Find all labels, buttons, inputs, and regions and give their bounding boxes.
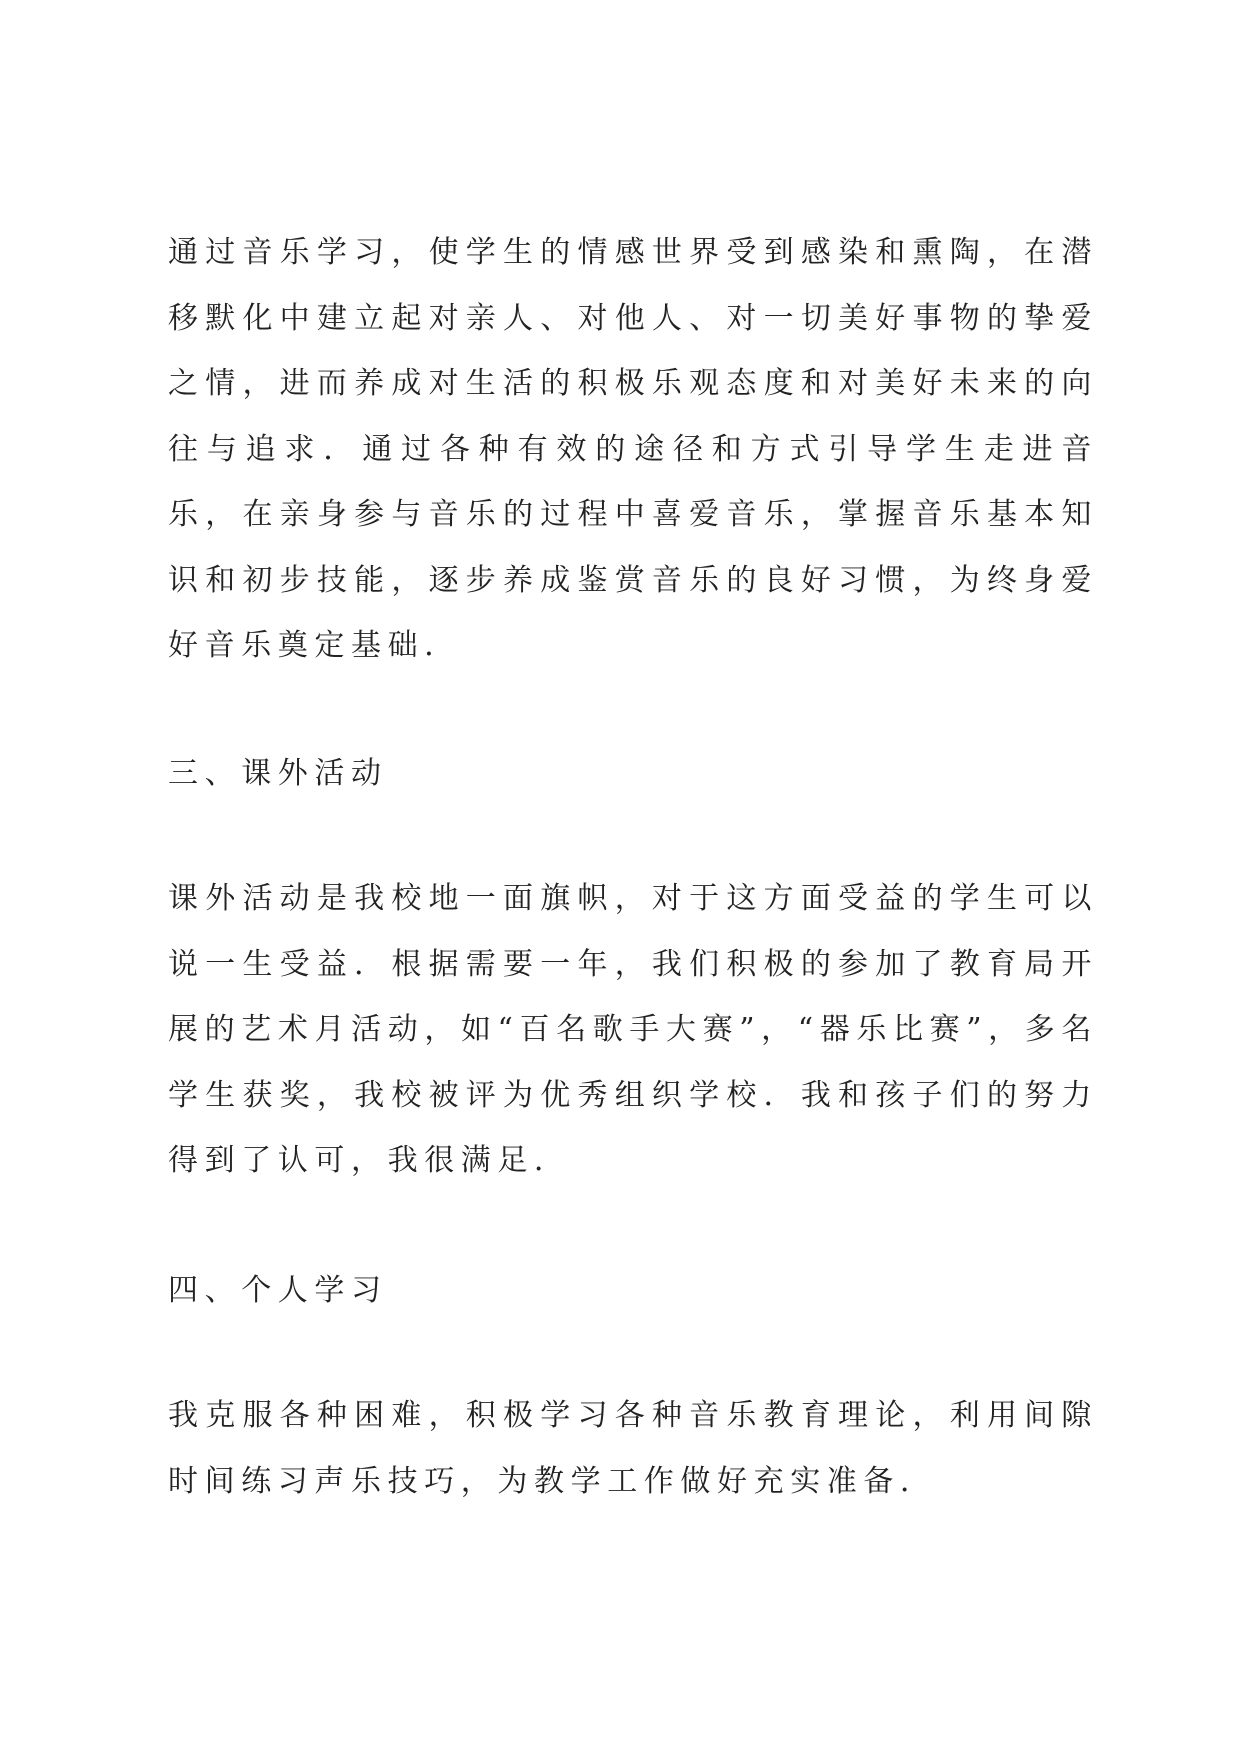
section-heading-personal-study: 四、个人学习 xyxy=(168,1272,388,1308)
paragraph-extracurricular: 课外活动是我校地一面旗帜，对于这方面受益的学生可以说一生受益．根据需要一年，我们积极的参加了教育局开展的艺术月活动，如“百名歌手大赛”，“器乐比赛”，多名学生获奖，我校被评为优秀组织学校．我和孩子们的努力得到了认可，我很满足． xyxy=(168,881,1098,1178)
document-body xyxy=(168,220,1098,1514)
paragraph-personal-study: 我克服各种困难，积极学习各种音乐教育理论，利用间隙时间练习声乐技巧，为教学工作做好充实准备． xyxy=(168,1398,1098,1499)
paragraph-music-learning: 通过音乐学习，使学生的情感世界受到感染和熏陶，在潜移默化中建立起对亲人、对他人、对一切美好事物的挚爱之情，进而养成对生活的积极乐观态度和对美好未来的向往与追求．通过各种有效的途径和方式引导学生走进音乐，在亲身参与音乐的过程中喜爱音乐，掌握音乐基本知识和初步技能，逐步养成鉴赏音乐的良好习惯，为终身爱好音乐奠定基础． xyxy=(168,235,1098,663)
section-heading-extracurricular: 三、课外活动 xyxy=(168,755,388,791)
